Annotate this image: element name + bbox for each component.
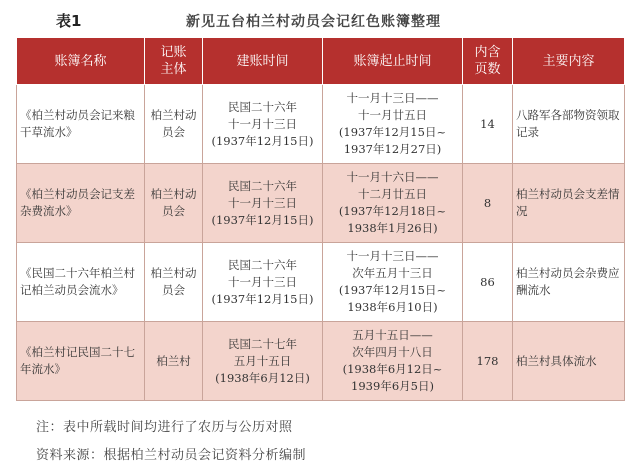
entity-cell: 柏兰村动员会	[145, 85, 203, 164]
header-period: 账簿起止时间	[323, 38, 463, 85]
table-row	[17, 243, 625, 322]
table-caption	[16, 6, 626, 34]
data-source-note: 资料来源：根据柏兰村动员会记资料分析编制	[36, 448, 307, 463]
ledger-name-cell: 《柏兰村记民国二十七年流水》	[17, 322, 145, 401]
content-cell: 柏兰村动员会杂费应酬流水	[513, 243, 625, 322]
table-row	[17, 322, 625, 401]
table-label: 表1	[56, 12, 82, 30]
header-accounting-entity: 记账 主体	[145, 38, 203, 85]
content-cell: 柏兰村动员会支差情况	[513, 164, 625, 243]
period-cell: 十一月十六日—— 十二月廿五日 (1937年12月18日~ 1938年1月26日)	[323, 164, 463, 243]
pages-cell: 178	[463, 322, 513, 401]
header-created-time: 建账时间	[203, 38, 323, 85]
created-cell: 民国二十七年 五月十五日 (1938年6月12日)	[203, 322, 323, 401]
content-cell: 柏兰村具体流水	[513, 322, 625, 401]
table-note: 注：表中所载时间均进行了农历与公历对照	[36, 420, 293, 435]
created-cell: 民国二十六年 十一月十三日 (1937年12月15日)	[203, 243, 323, 322]
period-cell: 五月十五日—— 次年四月十八日 (1938年6月12日~ 1939年6月5日)	[323, 322, 463, 401]
header-ledger-name: 账簿名称	[17, 38, 145, 85]
period-cell: 十一月十三日—— 次年五月十三日 (1937年12月15日~ 1938年6月10日)	[323, 243, 463, 322]
pages-cell: 86	[463, 243, 513, 322]
entity-cell: 柏兰村动员会	[145, 243, 203, 322]
ledger-name-cell: 《柏兰村动员会记来粮干草流水》	[17, 85, 145, 164]
ledger-name-cell: 《柏兰村动员会记支差杂费流水》	[17, 164, 145, 243]
created-cell: 民国二十六年 十一月十三日 (1937年12月15日)	[203, 164, 323, 243]
header-pages: 内含 页数	[463, 38, 513, 85]
created-cell: 民国二十六年 十一月十三日 (1937年12月15日)	[203, 85, 323, 164]
ledger-name-cell: 《民国二十六年柏兰村记柏兰动员会流水》	[17, 243, 145, 322]
table-header-row	[17, 38, 625, 85]
period-cell: 十一月十三日—— 十一月廿五日 (1937年12月15日~ 1937年12月27日)	[323, 85, 463, 164]
header-main-content: 主要内容	[513, 38, 625, 85]
table-row	[17, 164, 625, 243]
entity-cell: 柏兰村动员会	[145, 164, 203, 243]
ledger-table	[16, 37, 625, 401]
table-title: 新见五台柏兰村动员会记红色账簿整理	[186, 14, 441, 30]
pages-cell: 8	[463, 164, 513, 243]
entity-cell: 柏兰村	[145, 322, 203, 401]
table-row	[17, 85, 625, 164]
content-cell: 八路军各部物资领取记录	[513, 85, 625, 164]
pages-cell: 14	[463, 85, 513, 164]
